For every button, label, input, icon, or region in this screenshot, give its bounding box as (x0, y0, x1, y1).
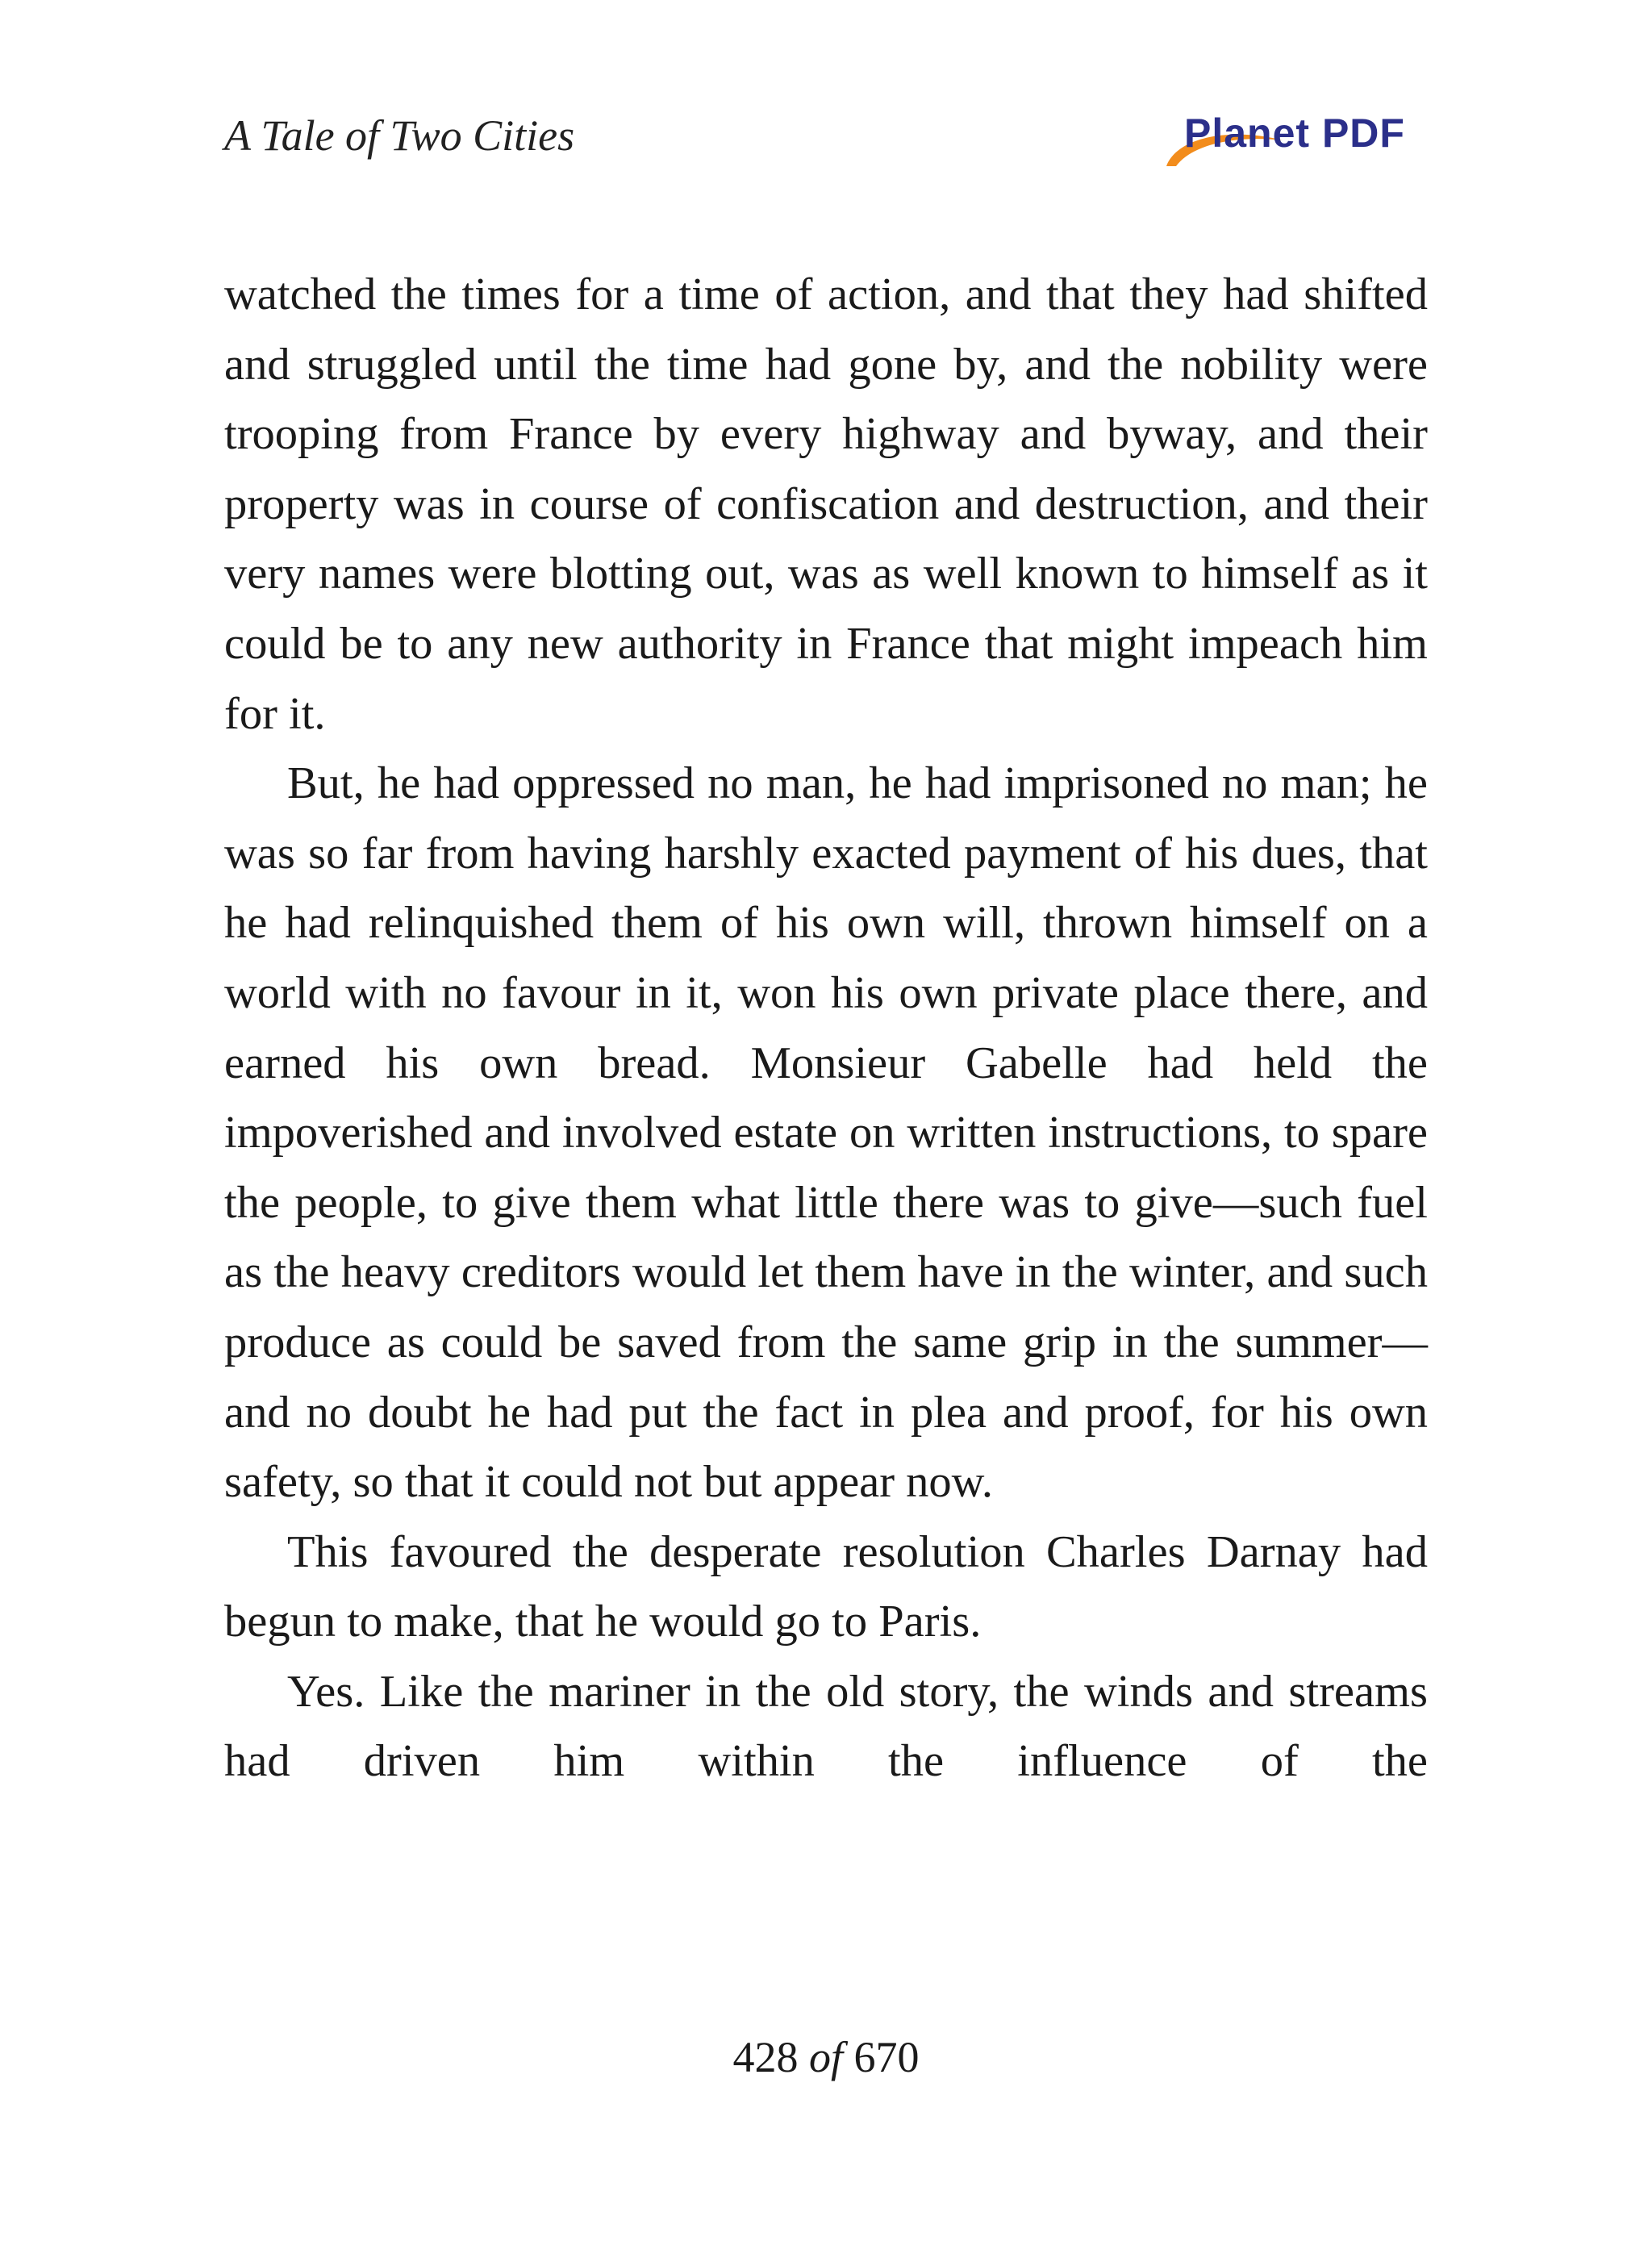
paragraph: But, he had oppressed no man, he had imprisoned no man; he was so far from having harshly exacted payment of his dues, that he had relinquished them of his own will, thrown himself on a world with no favour in it, won his own private place there, and earned his own bread. Monsieur Gabelle had held the impoverished and involved estate on written instructions, to spare the people, to give them what little there was to give—such fuel as the heavy creditors would let them have in the winter, and such produce as could be saved from the same grip in the summer—and no doubt he had put the fact in plea and proof, for his own safety, so that it could not but appear now. (224, 758, 1428, 1508)
page-body (224, 260, 1428, 1797)
paragraph: Yes. Like the mariner in the old story, the winds and streams had driven him within the influence of the (224, 1666, 1428, 1787)
page-current: 428 (732, 2033, 799, 2081)
page-number (0, 2025, 1652, 2089)
planet-pdf-logo (1162, 103, 1436, 176)
page-of: of (808, 2033, 843, 2081)
page-total: 670 (853, 2033, 920, 2081)
paragraph: watched the times for a time of action, and that they had shifted and struggled until the time had gone by, and the nobility were trooping from France by every highway and byway, and their property was in course of confiscation and destruction, and their very names were blotting out, was as well known to himself as it could be to any new authority in France that might impeach him for it. (224, 269, 1428, 739)
logo-text: Planet PDF (1184, 111, 1405, 156)
paragraph: This favoured the desperate resolution Charles Darnay had begun to make, that he would go to Paris. (224, 1526, 1428, 1647)
book-title: A Tale of Two Cities (224, 111, 575, 160)
